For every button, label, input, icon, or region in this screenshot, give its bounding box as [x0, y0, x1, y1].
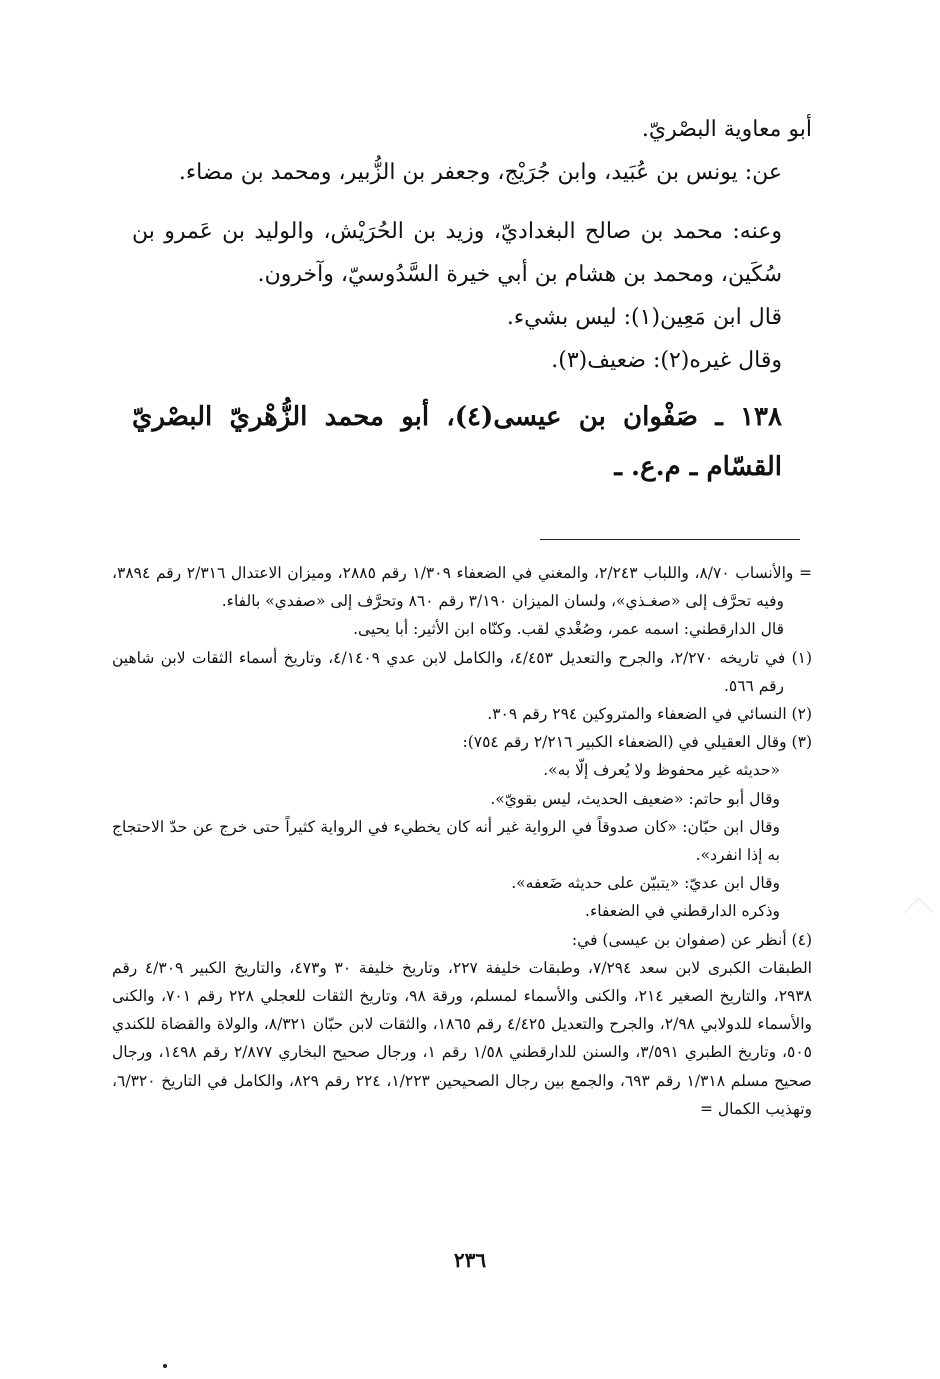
footnote-2: (٢) النسائي في الضعفاء والمتروكين ٢٩٤ رقم ٣٠٩.	[487, 705, 812, 724]
main-line-ibn-maeen: قال ابن مَعِين(١): ليس بشيء.	[506, 305, 782, 330]
entry-heading: ١٣٨ ـ صَفْوان بن عيسى(٤)، أبو محمد الزُّهْريّ البصْريّ القسّام ـ م.ع. ـ	[132, 402, 782, 482]
footnote-continued: = والأنساب ٨/٧٠، واللباب ٢/٢٤٣، والمغني في الضعفاء ١/٣٠٩ رقم ٢٨٨٥، وميزان الاعتدال ٢/٣١٦ رقم ٣٨٩٤، وفيه تحرَّف إلى «صغـذي»، ولسان الميزان ٣/١٩٠ رقم ٨٦٠ وتحرَّف إلى «صفدي» بالفاء.	[112, 564, 812, 611]
main-line-kunya: أبو معاوية البصْريّ.	[641, 117, 812, 142]
footnotes	[112, 559, 812, 1123]
main-line-others: وقال غيره(٢): ضعيف(٣).	[551, 348, 782, 373]
footnote-4: (٤) أنظر عن (صفوان بن عيسى) في:	[571, 930, 812, 949]
margin-mark	[904, 898, 934, 928]
main-line-students: وعنه: محمد بن صالح البغداديّ، وزيد بن الحُرَيْش، والوليد بن عَمرو بن سُكَين، ومحمد بن هشام بن أبي خيرة السَّدُوسيّ، وآخرون.	[132, 219, 782, 287]
footnote-3-ibn-hibban: وقال ابن حبّان: «كان صدوقاً في الرواية غير أنه كان يخطيء في الرواية كثيراً حتى خرج عن حدّ الاحتجاج به إذا انفرد».	[112, 817, 780, 865]
main-text	[132, 108, 812, 492]
footnote-1: (١) في تاريخه ٢/٢٧٠، والجرح والتعديل ٤/٤٥٣، والكامل لابن عدي ٤/١٤٠٩، وتاريخ أسماء الثقات لابن شاهين رقم ٥٦٦.	[112, 648, 813, 695]
page-number: ٢٣٦	[453, 1248, 487, 1272]
footnote-divider	[540, 539, 800, 540]
footnote-4-sources: الطبقات الكبرى لابن سعد ٧/٢٩٤، وطبقات خليفة ٢٢٧، وتاريخ خليفة ٣٠ و٤٧٣، والتاريخ الكبير ٤/٣٠٩ رقم ٢٩٣٨، والتاريخ الصغير ٢١٤، والكنى والأسماء لمسلم، ورقة ٩٨، وتاريخ الثقات للعجلي ٢٢٨ رقم ٧٠١، والكنى والأسماء للدولابي ٢/٩٨، والجرح والتعديل ٤/٤٢٥ رقم ١٨٦٥، والثقات لابن حبّان ٨/٣٢١، والولاة والقضاة للكندي ٥٠٥، وتاريخ الطبري ٣/٥٩١، والسنن للدارقطني ١/٥٨ رقم ١، ورجال صحيح البخاري ٢/٨٧٧ رقم ١٤٩٨، ورجال صحيح مسلم ١/٣١٨ رقم ٦٩٣، والجمع بين رجال الصحيحين ١/٢٢٣، ٢٢٤ رقم ٨٢٩، والكامل في التاريخ ٦/٣٢٠، وتهذيب الكمال =	[112, 958, 812, 1118]
footnote-3-ibn-adi: وقال ابن عديّ: «يتبيّن على حديثه ضَعفه».	[511, 874, 780, 893]
footnote-continued-daraqutni: قال الدارقطني: اسمه عمر، وصُغْدي لقب. وكنّاه ابن الأثير: أبا يحيى.	[353, 620, 784, 639]
scan-speck	[163, 1364, 167, 1368]
footnote-3-uqaili: «حديثه غير محفوظ ولا يُعرف إلّا به».	[543, 761, 780, 780]
footnote-3-daraqutni: وذكره الدارقطني في الضعفاء.	[585, 902, 780, 921]
footnote-3: (٣) وقال العقيلي في (الضعفاء الكبير ٢/٢١٦ رقم ٧٥٤):	[462, 733, 812, 752]
main-line-teachers: عن: يونس بن عُبَيد، وابن جُرَيْج، وجعفر بن الزُّبير، ومحمد بن مضاء.	[178, 160, 782, 185]
footnote-3-abu-hatim: وقال أبو حاتم: «ضعيف الحديث، ليس بقويّ».	[490, 789, 780, 808]
